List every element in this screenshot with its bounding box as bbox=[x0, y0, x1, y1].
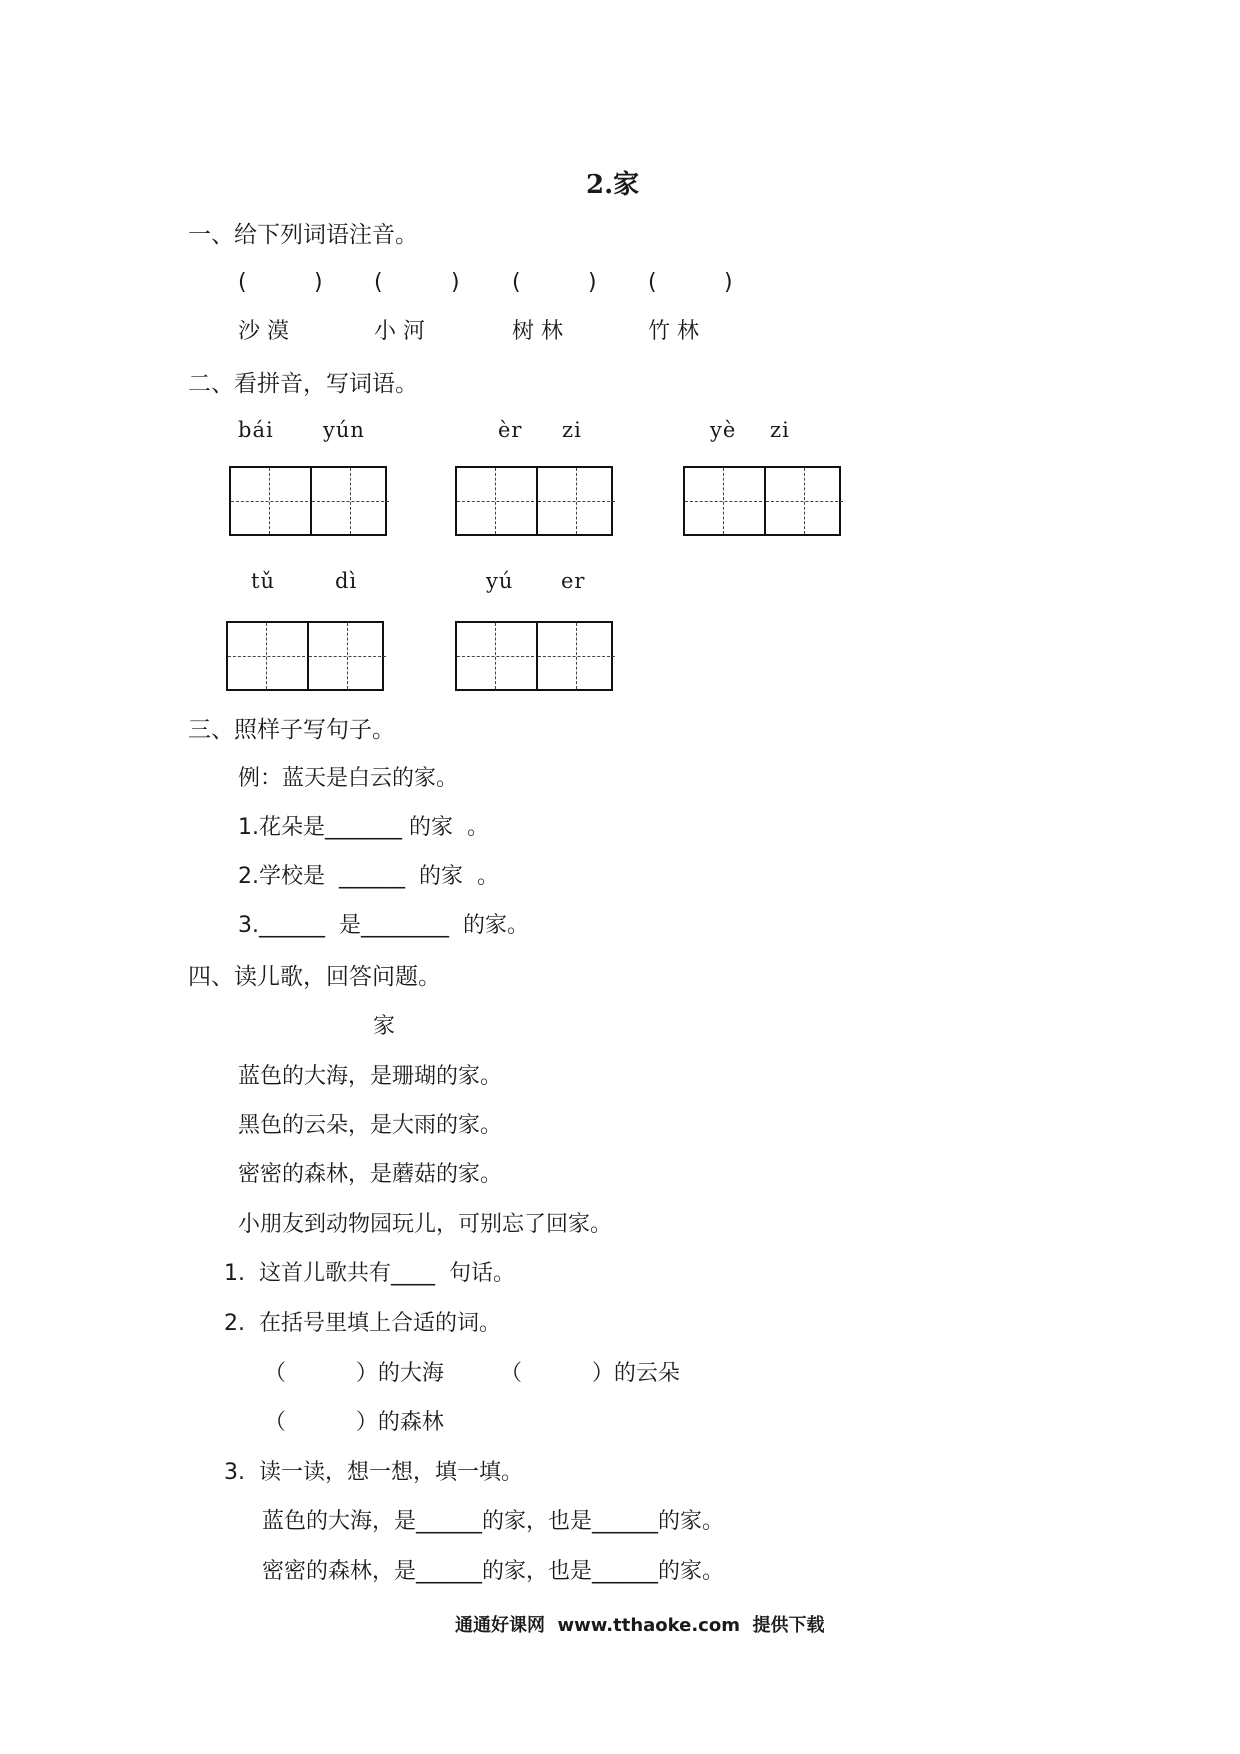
word-item: 竹 林 bbox=[648, 319, 699, 344]
pinyin-label: zi bbox=[562, 418, 582, 442]
poem-line: 蓝色的大海，是珊瑚的家。 bbox=[238, 1064, 503, 1089]
pinyin-label: yè bbox=[710, 418, 737, 442]
fill-phrase: （ ）的森林 bbox=[264, 1410, 444, 1435]
fill-sentence: 蓝色的大海，是______的家，也是______的家。 bbox=[262, 1509, 725, 1534]
fill-sentence: 1.花朵是_______ 的家 。 bbox=[238, 815, 489, 840]
section-2-heading: 二、看拼音，写词语。 bbox=[188, 371, 418, 397]
poem-title: 家 bbox=[373, 1014, 396, 1039]
word-item: 树 林 bbox=[512, 319, 563, 344]
fill-sentence: 密密的森林，是______的家，也是______的家。 bbox=[262, 1559, 725, 1584]
poem-line: 密密的森林，是蘑菇的家。 bbox=[238, 1162, 503, 1187]
paren-open: ( bbox=[374, 270, 383, 295]
page-title: 2.家 bbox=[586, 170, 640, 200]
poem-line: 小朋友到动物园玩儿，可别忘了回家。 bbox=[238, 1212, 613, 1237]
fill-sentence: 3.______ 是________ 的家。 bbox=[238, 913, 529, 938]
writing-grid[interactable] bbox=[226, 621, 384, 691]
section-1-heading: 一、给下列词语注音。 bbox=[188, 222, 418, 248]
example-sentence: 例：蓝天是白云的家。 bbox=[238, 766, 459, 791]
paren-open: ( bbox=[512, 270, 521, 295]
pinyin-label: bái bbox=[238, 418, 274, 442]
paren-open: ( bbox=[648, 270, 657, 295]
poem-line: 黑色的云朵，是大雨的家。 bbox=[238, 1113, 503, 1138]
word-item: 沙 漠 bbox=[238, 319, 289, 344]
footer-credit: 通通好课网 www.tthaoke.com 提供下载 bbox=[455, 1615, 825, 1636]
writing-grid[interactable] bbox=[683, 466, 841, 536]
writing-grid[interactable] bbox=[229, 466, 387, 536]
section-3-heading: 三、照样子写句子。 bbox=[188, 717, 395, 743]
paren-close: ) bbox=[724, 270, 733, 295]
pinyin-label: yú bbox=[486, 569, 514, 593]
paren-open: ( bbox=[238, 270, 247, 295]
fill-phrase: （ ）的云朵 bbox=[500, 1361, 680, 1386]
fill-phrase: （ ）的大海 bbox=[264, 1361, 444, 1386]
pinyin-label: tǔ bbox=[251, 569, 275, 593]
pinyin-label: yún bbox=[323, 418, 365, 442]
question-2: 2. 在括号里填上合适的词。 bbox=[224, 1311, 501, 1336]
word-item: 小 河 bbox=[374, 319, 425, 344]
pinyin-label: zi bbox=[770, 418, 790, 442]
paren-close: ) bbox=[314, 270, 323, 295]
question-1: 1. 这首儿歌共有____ 句话。 bbox=[224, 1261, 515, 1286]
pinyin-label: èr bbox=[498, 418, 523, 442]
question-3: 3. 读一读，想一想，填一填。 bbox=[224, 1460, 523, 1485]
paren-close: ) bbox=[588, 270, 597, 295]
pinyin-label: er bbox=[561, 569, 586, 593]
writing-grid[interactable] bbox=[455, 466, 613, 536]
section-4-heading: 四、读儿歌，回答问题。 bbox=[188, 964, 441, 990]
pinyin-label: dì bbox=[335, 569, 358, 593]
writing-grid[interactable] bbox=[455, 621, 613, 691]
fill-sentence: 2.学校是 ______ 的家 。 bbox=[238, 864, 499, 889]
paren-close: ) bbox=[451, 270, 460, 295]
